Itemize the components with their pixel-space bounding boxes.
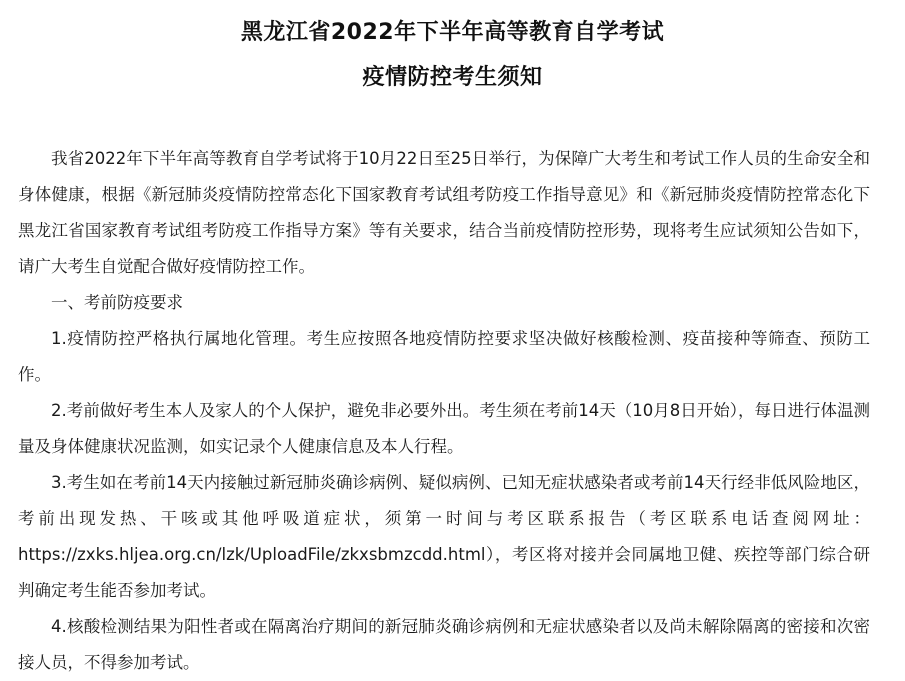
- section-heading: 一、考前防疫要求: [51, 293, 183, 312]
- document-title: 黑龙江省2022年下半年高等教育自学考试: [240, 20, 665, 45]
- document-body: [18, 141, 870, 681]
- list-item-3: 3.考生如在考前14天内接触过新冠肺炎确诊病例、疑似病例、已知无症状感染者或考前14天行经非低风险地区，考前出现发热、干咳或其他呼吸道症状，须第一时间与考区联系报告（考区联系电话查阅网址：https://zxks.hljea.org.cn/lzk/UploadFile/zkxsbmzcdd.html），考区将对接并会同属地卫健、疾控等部门综合研判确定考生能否参加考试。: [18, 473, 870, 600]
- document-subtitle: 疫情防控考生须知: [362, 65, 543, 90]
- list-item-1: 1.疫情防控严格执行属地化管理。考生应按照各地疫情防控要求坚决做好核酸检测、疫苗接种等筛查、预防工作。: [18, 329, 870, 384]
- list-item-4: 4.核酸检测结果为阳性者或在隔离治疗期间的新冠肺炎确诊病例和无症状感染者以及尚未解除隔离的密接和次密接人员，不得参加考试。: [18, 617, 870, 672]
- list-item-2: 2.考前做好考生本人及家人的个人保护，避免非必要外出。考生须在考前14天（10月8日开始），每日进行体温测量及身体健康状况监测，如实记录个人健康信息及本人行程。: [18, 401, 870, 456]
- intro-paragraph: 我省2022年下半年高等教育自学考试将于10月22日至25日举行，为保障广大考生和考试工作人员的生命安全和身体健康，根据《新冠肺炎疫情防控常态化下国家教育考试组考防疫工作指导意见》和《新冠肺炎疫情防控常态化下黑龙江省国家教育考试组考防疫工作指导方案》等有关要求，结合当前疫情防控形势，现将考生应试须知公告如下，请广大考生自觉配合做好疫情防控工作。: [18, 149, 870, 276]
